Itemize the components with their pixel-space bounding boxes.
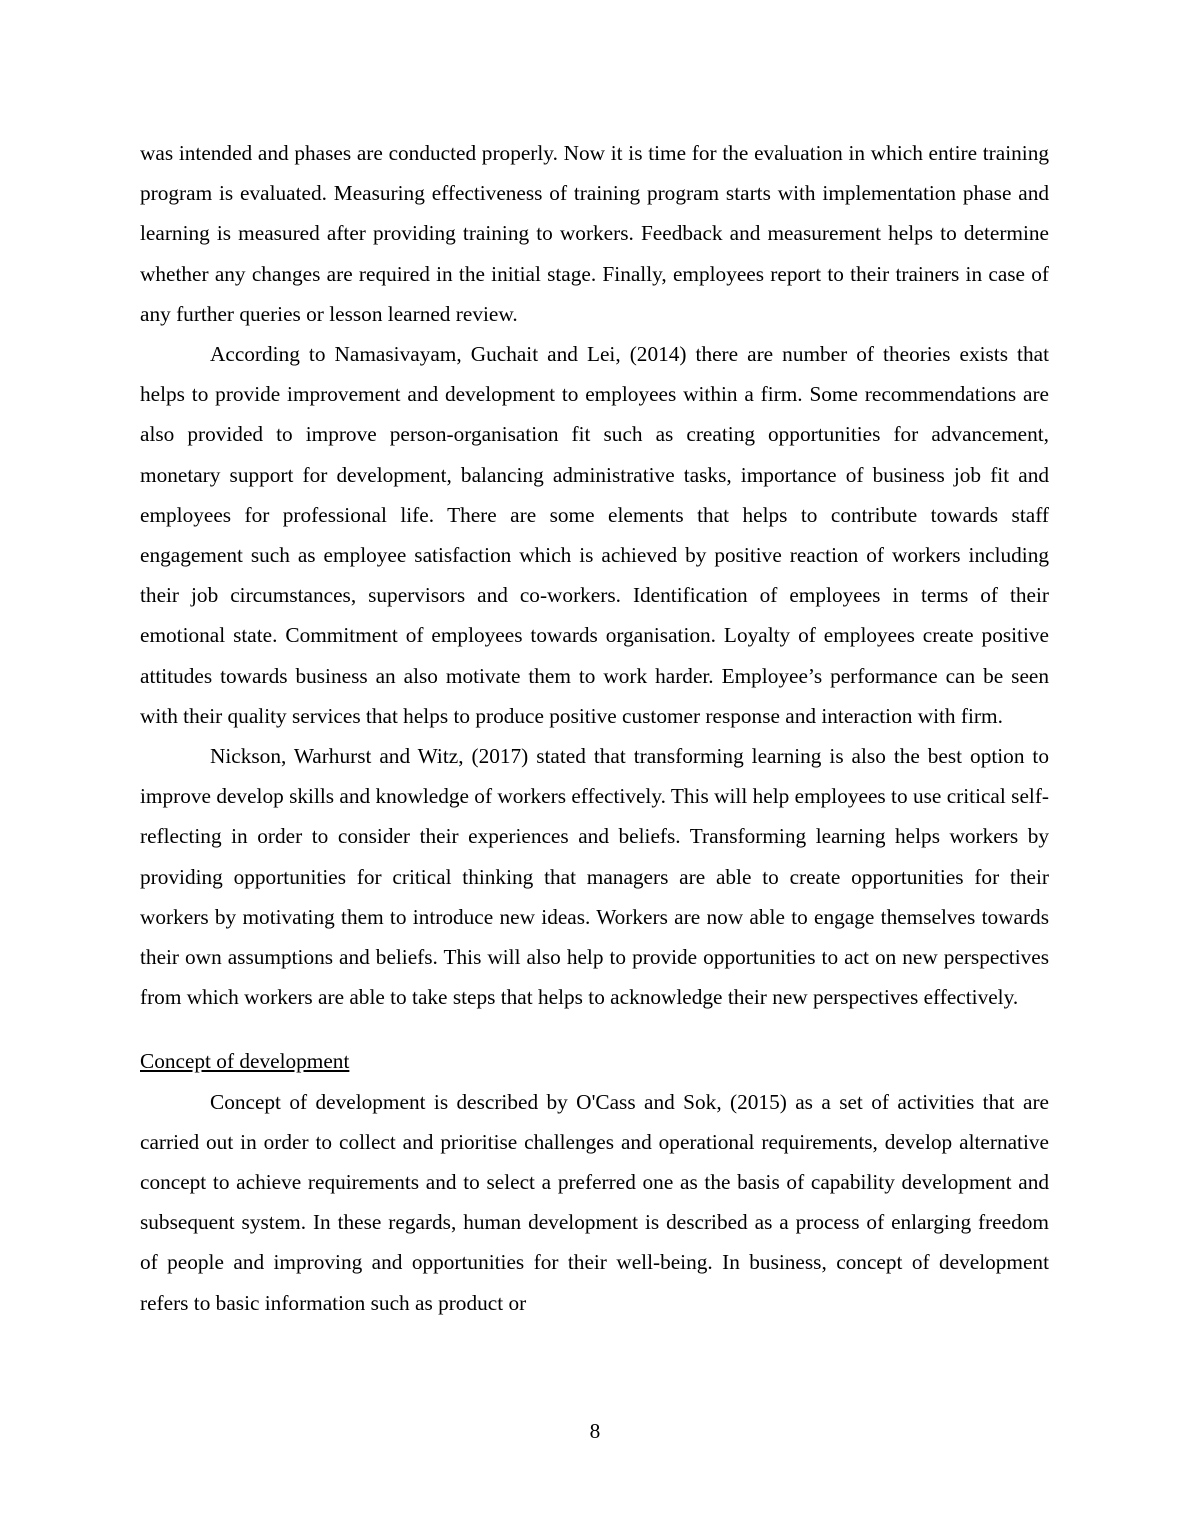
page-body — [140, 133, 1049, 1323]
paragraph-concept-of-development: Concept of development is described by O'Cass and Sok, (2015) as a set of activities that are carried out in order to collect and prioritise challenges and operational requirements, develop alternative concept to achieve requirements and to select a preferred one as the basis of capability development and subsequent system. In these regards, human development is described as a process of enlarging freedom of people and improving and opportunities for their well-being. In business, concept of development refers to basic information such as product or — [140, 1089, 1049, 1315]
paragraph-training-evaluation: was intended and phases are conducted properly. Now it is time for the evaluation in which entire training program is evaluated. Measuring effectiveness of training program starts with implementation phase and learning is measured after providing training to workers. Feedback and measurement helps to determine whether any changes are required in the initial stage. Finally, employees report to their trainers in case of any further queries or lesson learned review. — [140, 141, 1049, 326]
section-heading-concept-of-development: Concept of development — [140, 1049, 350, 1074]
paragraph-employee-development-theories: According to Namasivayam, Guchait and Lei, (2014) there are number of theories exists that helps to provide improvement and development to employees within a firm. Some recommendations are also provided to improve person-organisation fit such as creating opportunities for advancement, monetary support for development, balancing administrative tasks, importance of business job fit and employees for professional life. There are some elements that helps to contribute towards staff engagement such as employee satisfaction which is achieved by positive reaction of workers including their job circumstances, supervisors and co-workers. Identification of employees in terms of their emotional state. Commitment of employees towards organisation. Loyalty of employees create positive attitudes towards business an also motivate them to work harder. Employee’s performance can be seen with their quality services that helps to produce positive customer response and interaction with firm. — [140, 342, 1049, 728]
page-number: 8 — [589, 1419, 601, 1443]
paragraph-transforming-learning: Nickson, Warhurst and Witz, (2017) stated that transforming learning is also the best option to improve develop skills and knowledge of workers effectively. This will help employees to use critical self-reflecting in order to consider their experiences and beliefs. Transforming learning helps workers by providing opportunities for critical thinking that managers are able to create opportunities for their workers by motivating them to introduce new ideas. Workers are now able to engage themselves towards their own assumptions and beliefs. This will also help to provide opportunities to act on new perspectives from which workers are able to take steps that helps to acknowledge their new perspectives effectively. — [140, 744, 1049, 1010]
